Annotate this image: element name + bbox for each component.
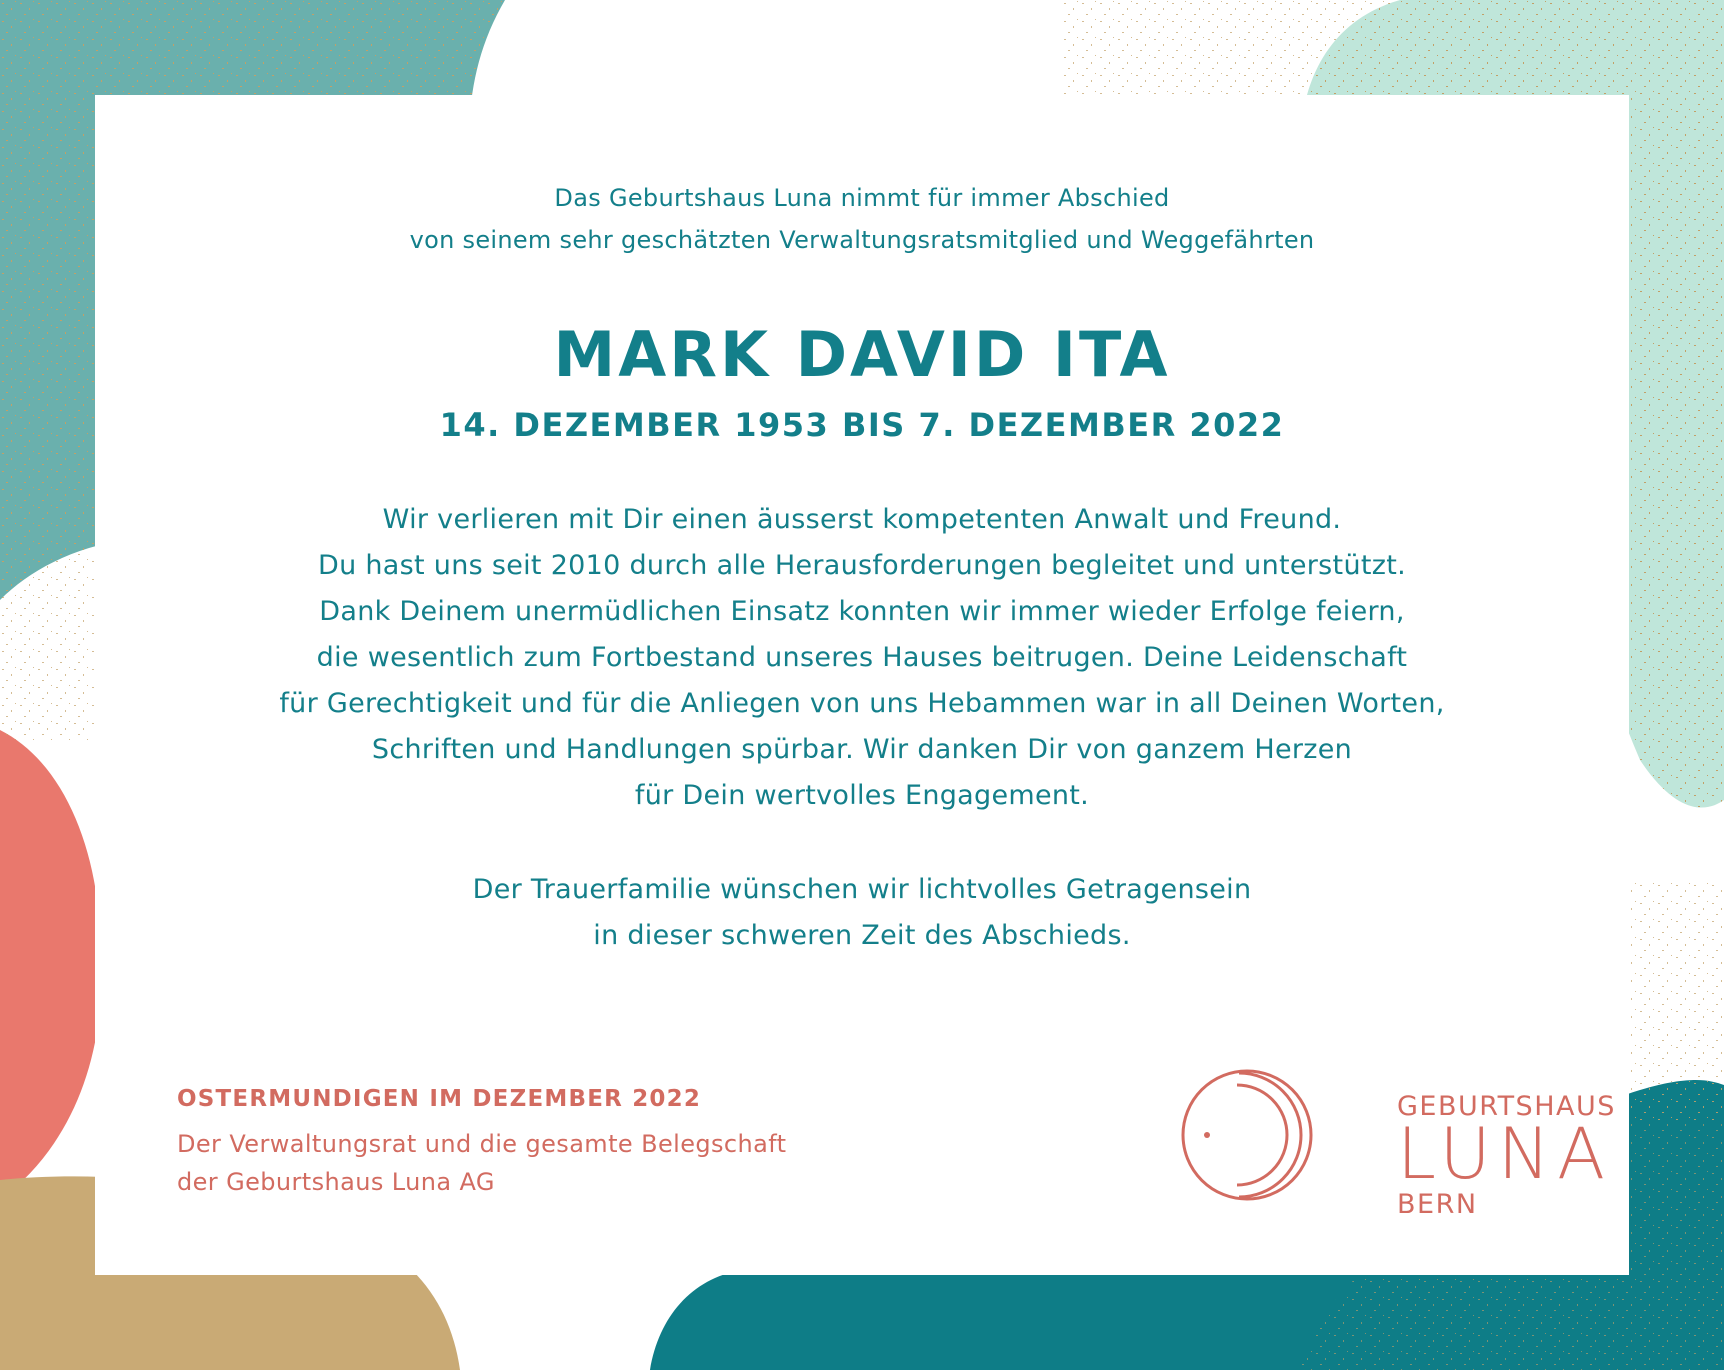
luna-moon-icon [1167, 1055, 1387, 1215]
condolence-line: Der Trauerfamilie wünschen wir lichtvolles Getragensein [472, 874, 1252, 905]
obituary-card [95, 95, 1629, 1275]
place-date: OSTERMUNDIGEN IM DEZEMBER 2022 [177, 1086, 702, 1112]
condolence-text [95, 867, 1629, 959]
tribute-line: Schriften und Handlungen spürbar. Wir danken Dir von ganzem Herzen [371, 734, 1353, 765]
deceased-name: MARK DAVID ITA [553, 318, 1171, 391]
tribute-line: Dank Deinem unermüdlichen Einsatz konnten wir immer wieder Erfolge feiern, [319, 596, 1405, 627]
intro-line-1: Das Geburtshaus Luna nimmt für immer Abschied [554, 184, 1170, 212]
tribute-line: die wesentlich zum Fortbestand unseres Hauses beitrugen. Deine Leidenschaft [316, 642, 1408, 673]
intro-line-2: von seinem sehr geschätzten Verwaltungsratsmitglied und Weggefährten [409, 226, 1315, 254]
blob-coral-left [0, 730, 102, 1200]
geburtshaus-luna-logo [1167, 1055, 1616, 1220]
tribute-line: Du hast uns seit 2010 durch alle Herausforderungen begleitet und unterstützt. [318, 550, 1406, 581]
footer-signature [177, 1081, 786, 1201]
signature-line-1: Der Verwaltungsrat und die gesamte Belegschaft [177, 1130, 787, 1158]
signature [177, 1125, 786, 1201]
logo-text-bottom: BERN [1397, 1189, 1478, 1220]
logo-text-middle: LUNA [1397, 1113, 1612, 1195]
condolence-line: in dieser schweren Zeit des Abschieds. [593, 920, 1131, 951]
life-dates: 14. DEZEMBER 1953 BIS 7. DEZEMBER 2022 [439, 406, 1285, 444]
tribute-line: Wir verlieren mit Dir einen äusserst kompetenten Anwalt und Freund. [382, 504, 1342, 535]
signature-line-2: der Geburtshaus Luna AG [177, 1168, 495, 1196]
tribute-line: für Gerechtigkeit und für die Anliegen von uns Hebammen war in all Deinen Worten, [279, 688, 1445, 719]
tribute-line: für Dein wertvolles Engagement. [634, 780, 1090, 811]
logo-text-top: GEBURTSHAUS [1397, 1091, 1616, 1122]
intro-text [95, 177, 1629, 261]
tribute-text [95, 497, 1629, 819]
